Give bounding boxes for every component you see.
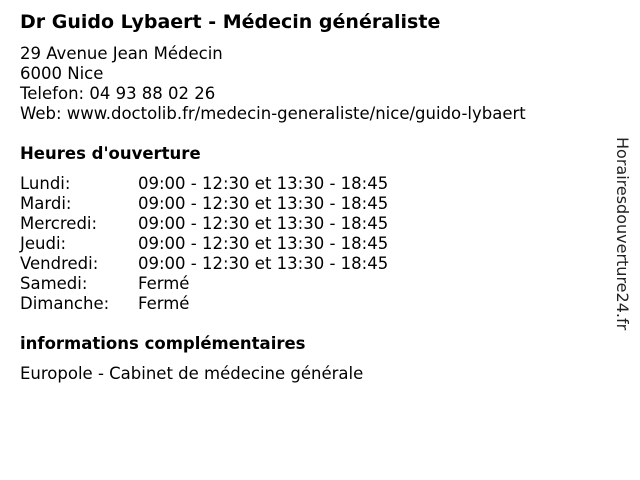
city: 6000 Nice <box>20 64 104 83</box>
additional-info-text: Europole - Cabinet de médecine générale <box>20 364 364 383</box>
hours-row-sunday <box>20 294 388 314</box>
day-label: Mercredi: <box>20 214 98 233</box>
day-label: Lundi: <box>20 174 71 193</box>
additional-info-heading: informations complémentaires <box>20 334 306 353</box>
hours-row-friday <box>20 254 388 274</box>
hours-value: Fermé <box>138 294 190 313</box>
day-label: Mardi: <box>20 194 72 213</box>
hours-row-saturday <box>20 274 388 294</box>
phone-number: Telefon: 04 93 88 02 26 <box>20 84 216 103</box>
hours-value: 09:00 - 12:30 et 13:30 - 18:45 <box>138 174 389 193</box>
hours-value: Fermé <box>138 274 190 293</box>
website: Web: www.doctolib.fr/medecin-generaliste/nice/guido-lybaert <box>20 104 526 123</box>
hours-row-monday <box>20 174 388 194</box>
opening-hours-table <box>20 174 388 314</box>
day-label: Vendredi: <box>20 254 99 273</box>
page-title: Dr Guido Lybaert - Médecin généraliste <box>20 11 441 33</box>
opening-hours-heading: Heures d'ouverture <box>20 144 201 163</box>
day-label: Jeudi: <box>20 234 67 253</box>
hours-value: 09:00 - 12:30 et 13:30 - 18:45 <box>138 254 389 273</box>
hours-value: 09:00 - 12:30 et 13:30 - 18:45 <box>138 234 389 253</box>
hours-row-wednesday <box>20 214 388 234</box>
hours-value: 09:00 - 12:30 et 13:30 - 18:45 <box>138 214 389 233</box>
site-watermark: Horairesdouverture24.fr <box>613 137 632 331</box>
hours-value: 09:00 - 12:30 et 13:30 - 18:45 <box>138 194 389 213</box>
hours-row-thursday <box>20 234 388 254</box>
street-address: 29 Avenue Jean Médecin <box>20 44 223 63</box>
contact-block <box>20 44 526 124</box>
hours-row-tuesday <box>20 194 388 214</box>
day-label: Dimanche: <box>20 294 110 313</box>
day-label: Samedi: <box>20 274 88 293</box>
